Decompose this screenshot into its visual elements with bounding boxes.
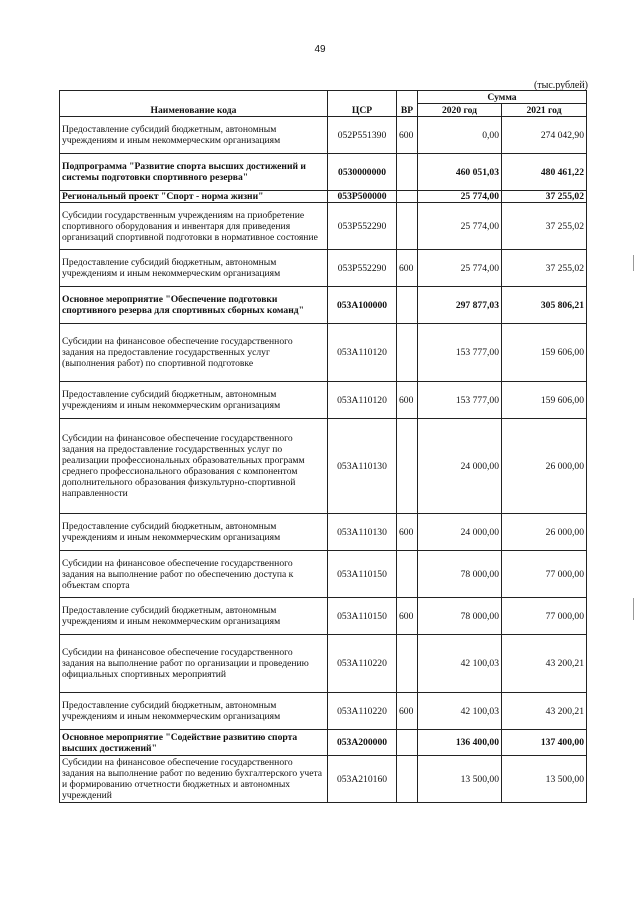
- row-name: Субсидии на финансовое обеспечение государственного задания на предоставление государственных услуг (выполнения работ) по спортивной подготовке: [60, 324, 328, 382]
- row-vr: [397, 730, 418, 756]
- row-csr: 053A210160: [328, 756, 397, 803]
- table-row: [60, 117, 587, 154]
- table-row: [60, 203, 587, 250]
- row-sum-2021: 26 000,00: [502, 419, 587, 514]
- scan-edge-mark: [633, 598, 634, 620]
- row-name: Предоставление субсидий бюджетным, автономным учреждениям и иным некоммерческим организациям: [60, 382, 328, 419]
- row-name: Основное мероприятие "Содействие развитию спорта высших достижений": [60, 730, 328, 756]
- row-vr: 600: [397, 250, 418, 287]
- row-name: Предоставление субсидий бюджетным, автономным учреждениям и иным некоммерческим организациям: [60, 117, 328, 154]
- page-number: 49: [314, 44, 326, 55]
- row-sum-2020: 153 777,00: [418, 382, 502, 419]
- table-row: [60, 514, 587, 551]
- row-name: Субсидии на финансовое обеспечение государственного задания на выполнение работ по обеспечению доступа к объектам спорта: [60, 551, 328, 598]
- row-sum-2020: 136 400,00: [418, 730, 502, 756]
- row-name: Предоставление субсидий бюджетным, автономным учреждениям и иным некоммерческим организациям: [60, 693, 328, 730]
- row-sum-2020: 25 774,00: [418, 203, 502, 250]
- row-sum-2021: 137 400,00: [502, 730, 587, 756]
- row-sum-2021: 13 500,00: [502, 756, 587, 803]
- row-csr: 053P500000: [328, 191, 397, 203]
- row-csr: 053A110130: [328, 419, 397, 514]
- row-name: Региональный проект "Спорт - норма жизни": [60, 191, 328, 203]
- row-sum-2020: 24 000,00: [418, 514, 502, 551]
- table-row: [60, 730, 587, 756]
- row-sum-2021: 37 255,02: [502, 250, 587, 287]
- table-row: [60, 635, 587, 693]
- table-row: [60, 191, 587, 203]
- table-header: [60, 91, 587, 117]
- row-csr: 053A100000: [328, 287, 397, 324]
- row-vr: [397, 635, 418, 693]
- row-name: Основное мероприятие "Обеспечение подготовки спортивного резерва для спортивных сборных команд": [60, 287, 328, 324]
- table-row: [60, 287, 587, 324]
- header-sum: Сумма: [418, 91, 587, 104]
- row-csr: 053A110150: [328, 551, 397, 598]
- row-name: Субсидии на финансовое обеспечение государственного задания на предоставление государственных услуг по реализации профессиональных образовательных программ среднего профессионального образования с компонентом дополнительного образования физкультурно-спортивной направленности: [60, 419, 328, 514]
- row-vr: [397, 756, 418, 803]
- row-sum-2020: 153 777,00: [418, 324, 502, 382]
- row-sum-2020: 78 000,00: [418, 551, 502, 598]
- row-vr: [397, 191, 418, 203]
- row-sum-2021: 77 000,00: [502, 598, 587, 635]
- row-sum-2020: 25 774,00: [418, 250, 502, 287]
- row-csr: 053A110120: [328, 382, 397, 419]
- scan-edge-mark: [633, 255, 634, 271]
- header-2021: 2021 год: [502, 104, 587, 117]
- row-vr: [397, 287, 418, 324]
- row-csr: 053P552290: [328, 203, 397, 250]
- row-csr: 053P552290: [328, 250, 397, 287]
- row-sum-2020: 24 000,00: [418, 419, 502, 514]
- row-csr: 052P551390: [328, 117, 397, 154]
- row-sum-2021: 43 200,21: [502, 635, 587, 693]
- row-sum-2021: 480 461,22: [502, 154, 587, 191]
- row-sum-2021: 274 042,90: [502, 117, 587, 154]
- row-vr: 600: [397, 693, 418, 730]
- row-sum-2021: 37 255,02: [502, 191, 587, 203]
- table-row: [60, 598, 587, 635]
- row-vr: [397, 203, 418, 250]
- row-vr: [397, 324, 418, 382]
- row-sum-2021: 37 255,02: [502, 203, 587, 250]
- row-csr: 053A110120: [328, 324, 397, 382]
- table-row: [60, 382, 587, 419]
- row-vr: [397, 419, 418, 514]
- table-body: [60, 117, 587, 803]
- table-row: [60, 419, 587, 514]
- row-sum-2020: 297 877,03: [418, 287, 502, 324]
- row-vr: 600: [397, 382, 418, 419]
- row-name: Предоставление субсидий бюджетным, автономным учреждениям и иным некоммерческим организациям: [60, 514, 328, 551]
- table-row: [60, 154, 587, 191]
- row-csr: 053A110220: [328, 693, 397, 730]
- row-name: Предоставление субсидий бюджетным, автономным учреждениям и иным некоммерческим организациям: [60, 250, 328, 287]
- row-csr: 053A110220: [328, 635, 397, 693]
- table-row: [60, 756, 587, 803]
- row-vr: [397, 154, 418, 191]
- table-row: [60, 324, 587, 382]
- header-csr: ЦСР: [328, 91, 397, 117]
- header-2020: 2020 год: [418, 104, 502, 117]
- row-name: Субсидии на финансовое обеспечение государственного задания на выполнение работ по ведению бухгалтерского учета и формированию отчетности бюджетных и автономных учреждений: [60, 756, 328, 803]
- row-csr: 0530000000: [328, 154, 397, 191]
- row-sum-2021: 43 200,21: [502, 693, 587, 730]
- row-vr: 600: [397, 117, 418, 154]
- row-sum-2020: 42 100,03: [418, 693, 502, 730]
- row-csr: 053A110150: [328, 598, 397, 635]
- row-sum-2021: 305 806,21: [502, 287, 587, 324]
- table-row: [60, 693, 587, 730]
- row-name: Субсидии на финансовое обеспечение государственного задания на выполнение работ по организации и проведению официальных спортивных мероприятий: [60, 635, 328, 693]
- row-csr: 053A200000: [328, 730, 397, 756]
- row-sum-2021: 159 606,00: [502, 382, 587, 419]
- row-vr: [397, 551, 418, 598]
- row-name: Предоставление субсидий бюджетным, автономным учреждениям и иным некоммерческим организациям: [60, 598, 328, 635]
- row-sum-2020: 42 100,03: [418, 635, 502, 693]
- row-csr: 053A110130: [328, 514, 397, 551]
- row-name: Подпрограмма "Развитие спорта высших достижений и системы подготовки спортивного резерва": [60, 154, 328, 191]
- table-row: [60, 250, 587, 287]
- header-vr: ВР: [397, 91, 418, 117]
- row-sum-2020: 0,00: [418, 117, 502, 154]
- row-vr: 600: [397, 598, 418, 635]
- row-sum-2020: 460 051,03: [418, 154, 502, 191]
- row-vr: 600: [397, 514, 418, 551]
- row-name: Субсидии государственным учреждениям на приобретение спортивного оборудования и инвентаря для приведения организаций спортивной подготовки в нормативное состояние: [60, 203, 328, 250]
- header-name: Наименование кода: [60, 91, 328, 117]
- row-sum-2021: 77 000,00: [502, 551, 587, 598]
- row-sum-2020: 13 500,00: [418, 756, 502, 803]
- table-row: [60, 551, 587, 598]
- units-label: (тыс.рублей): [533, 80, 588, 91]
- budget-table: [59, 90, 587, 803]
- row-sum-2020: 78 000,00: [418, 598, 502, 635]
- row-sum-2021: 159 606,00: [502, 324, 587, 382]
- row-sum-2021: 26 000,00: [502, 514, 587, 551]
- row-sum-2020: 25 774,00: [418, 191, 502, 203]
